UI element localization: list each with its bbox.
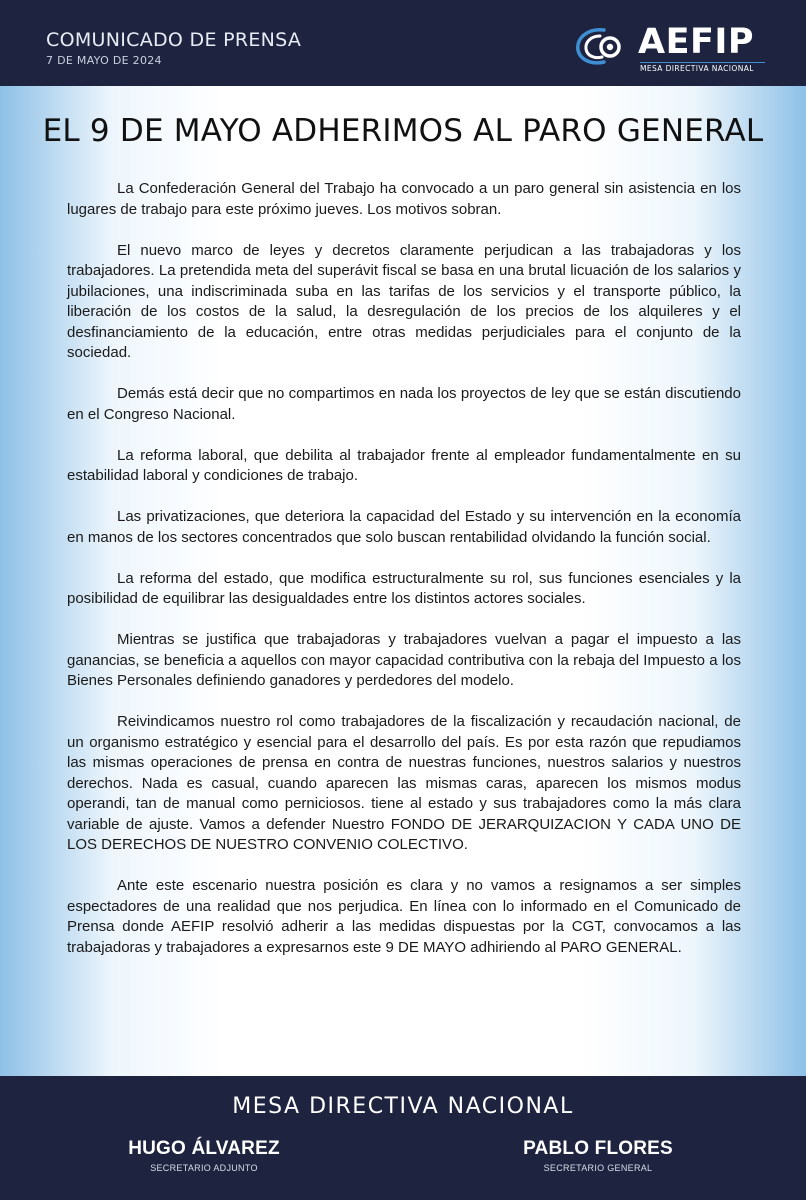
document-text bbox=[67, 179, 741, 979]
signatory-role: SECRETARIO ADJUNTO bbox=[150, 1163, 258, 1173]
paragraph-6: La reforma del estado, que modifica estructuralmente su rol, sus funciones esenciales y la posibilidad de equilibrar las desigualdades entre los distintos actores sociales. bbox=[67, 569, 741, 607]
paragraph-8: Reivindicamos nuestro rol como trabajadores de la fiscalización y recaudación nacional, de un organismo estratégico y esencial para el desarrollo del país. Es por esta razón que repudiamos las mismas operaciones de prensa en contra de nuestras funciones, nuestros salarios y nuestros derechos. Nada es casual, cuando aparecen las mismas caras, aparecen los mismos modus operandi, tan de manual como perniciosos. tiene al estado y sus trabajadores como la más clara variable de ajuste. Vamos a defender Nuestro FONDO DE JERARQUIZACION Y CADA UNO DE LOS DERECHOS DE NUESTRO CONVENIO COLECTIVO. bbox=[67, 713, 741, 853]
paragraph-4: La reforma laboral, que debilita al trabajador frente al empleador fundamentalmente en su estabilidad laboral y condiciones de trabajo. bbox=[67, 446, 741, 484]
paragraph-2: El nuevo marco de leyes y decretos claramente perjudican a las trabajadoras y los trabajadores. La pretendida meta del superávit fiscal se basa en una brutal licuación de los salarios y jubilaciones, una indiscriminada suba en las tarifas de los servicios y el transporte público, la liberación de los costos de la salud, la desregulación de los precios de los alquileres y el desfinanciamiento de la educación, entre otras medidas perjudiciales para el conjunto de la sociedad. bbox=[67, 241, 741, 361]
aefip-emblem-icon bbox=[574, 26, 626, 66]
signatory-name: HUGO ÁLVAREZ bbox=[128, 1138, 280, 1159]
aefip-logo-subtitle: MESA DIRECTIVA NACIONAL bbox=[640, 64, 754, 73]
header-bar bbox=[0, 0, 806, 86]
signature-block-general bbox=[478, 1138, 718, 1173]
paragraph-1: La Confederación General del Trabajo ha convocado a un paro general sin asistencia en los lugares de trabajo para este próximo jueves. Los motivos sobran. bbox=[67, 180, 741, 218]
logo-divider bbox=[640, 62, 765, 63]
document-title: EL 9 DE MAYO ADHERIMOS AL PARO GENERAL bbox=[42, 113, 764, 149]
paragraph-5: Las privatizaciones, que deteriora la capacidad del Estado y su intervención en la economía en manos de los sectores concentrados que solo buscan rentabilidad olvidando la función social. bbox=[67, 508, 741, 546]
footer-bar bbox=[0, 1076, 806, 1200]
signatory-role: SECRETARIO GENERAL bbox=[543, 1163, 653, 1173]
footer-title: MESA DIRECTIVA NACIONAL bbox=[232, 1094, 574, 1119]
paragraph-7: Mientras se justifica que trabajadoras y trabajadores vuelvan a pagar el impuesto a las ganancias, se beneficia a aquellos con mayor capacidad contributiva con la rebaja del Impuesto a los Bienes Personales definiendo ganadores y perdedores del modelo. bbox=[67, 631, 741, 689]
paragraph-9: Ante este escenario nuestra posición es clara y no vamos a resignamos a ser simples espectadores de una realidad que nos perjudica. En línea con lo informado en el Comunicado de Prensa donde AEFIP resolvió adherir a las medidas dispuestas por la CGT, convocamos a las trabajadoras y trabajadores a expresarnos este 9 DE MAYO adhiriendo al PARO GENERAL. bbox=[67, 877, 741, 956]
press-release-label: COMUNICADO DE PRENSA bbox=[46, 29, 302, 51]
signatory-name: PABLO FLORES bbox=[523, 1138, 673, 1159]
press-release-date: 7 DE MAYO DE 2024 bbox=[46, 54, 162, 67]
aefip-logo bbox=[574, 24, 774, 74]
signature-block-adjunto bbox=[84, 1138, 324, 1173]
aefip-wordmark: AEFIP bbox=[638, 22, 755, 62]
paragraph-3: Demás está decir que no compartimos en nada los proyectos de ley que se están discutiendo en el Congreso Nacional. bbox=[67, 385, 741, 423]
